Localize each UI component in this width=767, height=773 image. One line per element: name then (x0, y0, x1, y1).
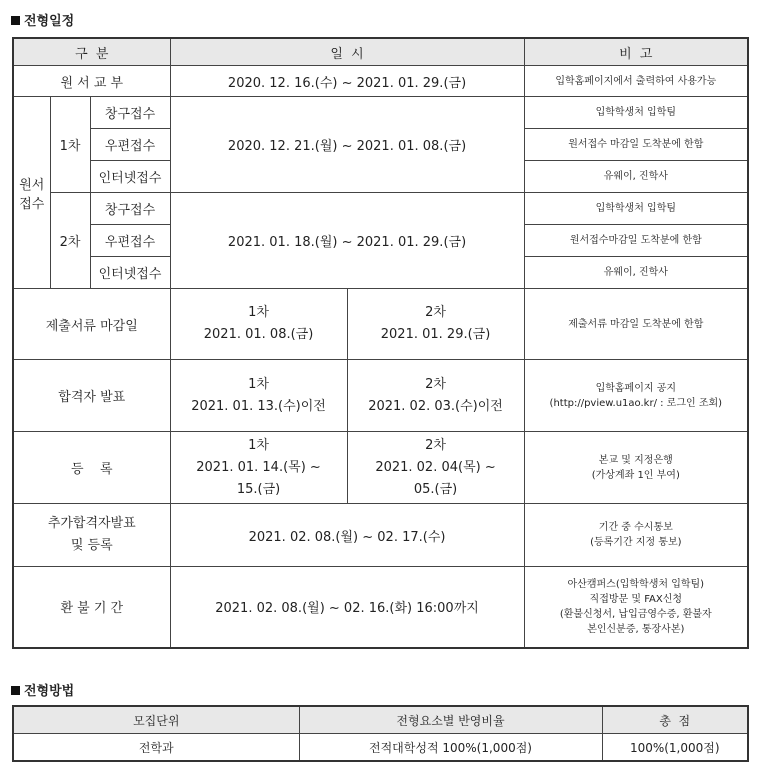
app-r1-method: 창구접수 (90, 97, 170, 129)
app-r2-note: 입학학생처 입학팀 (524, 193, 748, 225)
row-app-r1-m1 (13, 97, 748, 129)
note-line: 직접방문 및 FAX신청 (589, 593, 683, 605)
app-r1-note: 원서접수 마감일 도착분에 한함 (524, 129, 748, 161)
app-round2-label: 2차 (50, 193, 90, 289)
row-refund (13, 567, 748, 648)
additional-note (524, 504, 748, 567)
app-r1-method: 우편접수 (90, 129, 170, 161)
result-note (524, 360, 748, 432)
note-line: (http://pview.u1ao.kr/ : 로그인 조회) (549, 397, 723, 409)
app-r2-method: 우편접수 (90, 225, 170, 257)
method-unit: 전학과 (13, 734, 299, 762)
doc-deadline-label: 제출서류 마감일 (13, 289, 170, 360)
section-title-schedule: 전형일정 (11, 10, 74, 29)
doc-deadline-r1 (170, 289, 347, 360)
method-row (13, 734, 748, 762)
round-date: 2021. 02. 04(목) ~ (375, 459, 496, 475)
form-issue-note: 입학홈페이지에서 출력하여 사용가능 (524, 66, 748, 97)
label-line: 추가합격자발표 (47, 516, 136, 531)
square-bullet-icon (11, 16, 20, 25)
round-date: 2021. 01. 14.(목) ~ (196, 459, 321, 475)
row-doc-deadline (13, 289, 748, 360)
app-r2-method: 창구접수 (90, 193, 170, 225)
app-r2-note: 유웨이, 진학사 (524, 257, 748, 289)
method-ratio: 전적대학성적 100%(1,000점) (299, 734, 602, 762)
result-r1 (170, 360, 347, 432)
header-note: 비 고 (524, 38, 748, 66)
app-r2-note: 원서접수마감일 도착분에 한함 (524, 225, 748, 257)
note-line: (등록기간 지정 통보) (590, 537, 682, 548)
round-label: 1차 (248, 376, 269, 392)
header-ratio: 전형요소별 반영비율 (299, 706, 602, 734)
registration-r2 (347, 432, 524, 504)
application-label: 원서 접수 (13, 97, 50, 289)
refund-note (524, 567, 748, 648)
registration-r1 (170, 432, 347, 504)
row-registration (13, 432, 748, 504)
doc-deadline-note: 제출서류 마감일 도착분에 한함 (524, 289, 748, 360)
app-round1-label: 1차 (50, 97, 90, 193)
note-line: 아산캠퍼스(입학학생처 입학팀) (567, 578, 705, 590)
section-title-method: 전형방법 (11, 680, 74, 699)
result-r2 (347, 360, 524, 432)
round-label: 2차 (425, 376, 446, 392)
row-result (13, 360, 748, 432)
round-date: 2021. 01. 29.(금) (380, 327, 491, 342)
round-date: 15.(금) (236, 481, 281, 497)
row-app-r2-m1 (13, 193, 748, 225)
registration-label: 등 록 (13, 432, 170, 504)
label-line: 및 등록 (70, 538, 113, 553)
note-line: (환불신청서, 납입금영수증, 환불자 (559, 608, 712, 620)
row-additional (13, 504, 748, 567)
header-date: 일 시 (170, 38, 524, 66)
round-label: 2차 (425, 437, 446, 453)
app-round2-date: 2021. 01. 18.(월) ~ 2021. 01. 29.(금) (170, 193, 524, 289)
method-table (12, 705, 749, 762)
round-label: 1차 (248, 305, 269, 320)
round-label: 2차 (425, 305, 446, 320)
form-issue-date: 2020. 12. 16.(수) ~ 2021. 01. 29.(금) (170, 66, 524, 97)
header-category: 구 분 (13, 38, 170, 66)
method-header-row (13, 706, 748, 734)
refund-date: 2021. 02. 08.(월) ~ 02. 16.(화) 16:00까지 (170, 567, 524, 648)
refund-label: 환 불 기 간 (13, 567, 170, 648)
doc-deadline-r2 (347, 289, 524, 360)
round-date: 05.(금) (413, 481, 458, 497)
app-r1-note: 입학학생처 입학팀 (524, 97, 748, 129)
app-round1-date: 2020. 12. 21.(월) ~ 2021. 01. 08.(금) (170, 97, 524, 193)
note-line: 본교 및 지정은행 (598, 454, 673, 466)
app-r1-method: 인터넷접수 (90, 161, 170, 193)
method-total: 100%(1,000점) (602, 734, 748, 762)
note-line: 본인신분증, 통장사본) (587, 623, 685, 635)
row-form-issue (13, 66, 748, 97)
additional-date: 2021. 02. 08.(월) ~ 02. 17.(수) (170, 504, 524, 567)
note-line: 입학홈페이지 공지 (595, 382, 677, 394)
registration-note (524, 432, 748, 504)
note-line: 기간 중 수시통보 (598, 522, 673, 533)
schedule-header-row (13, 38, 748, 66)
note-line: (가상계좌 1인 부여) (591, 469, 680, 481)
round-date: 2021. 02. 03.(수)이전 (368, 398, 503, 414)
app-r2-method: 인터넷접수 (90, 257, 170, 289)
schedule-table (12, 37, 749, 649)
result-label: 합격자 발표 (13, 360, 170, 432)
round-date: 2021. 01. 08.(금) (203, 327, 314, 342)
header-total: 총 점 (602, 706, 748, 734)
additional-label (13, 504, 170, 567)
round-date: 2021. 01. 13.(수)이전 (191, 398, 326, 414)
round-label: 1차 (248, 437, 269, 453)
form-issue-label: 원 서 교 부 (13, 66, 170, 97)
header-unit: 모집단위 (13, 706, 299, 734)
square-bullet-icon (11, 686, 20, 695)
app-r1-note: 유웨이, 진학사 (524, 161, 748, 193)
